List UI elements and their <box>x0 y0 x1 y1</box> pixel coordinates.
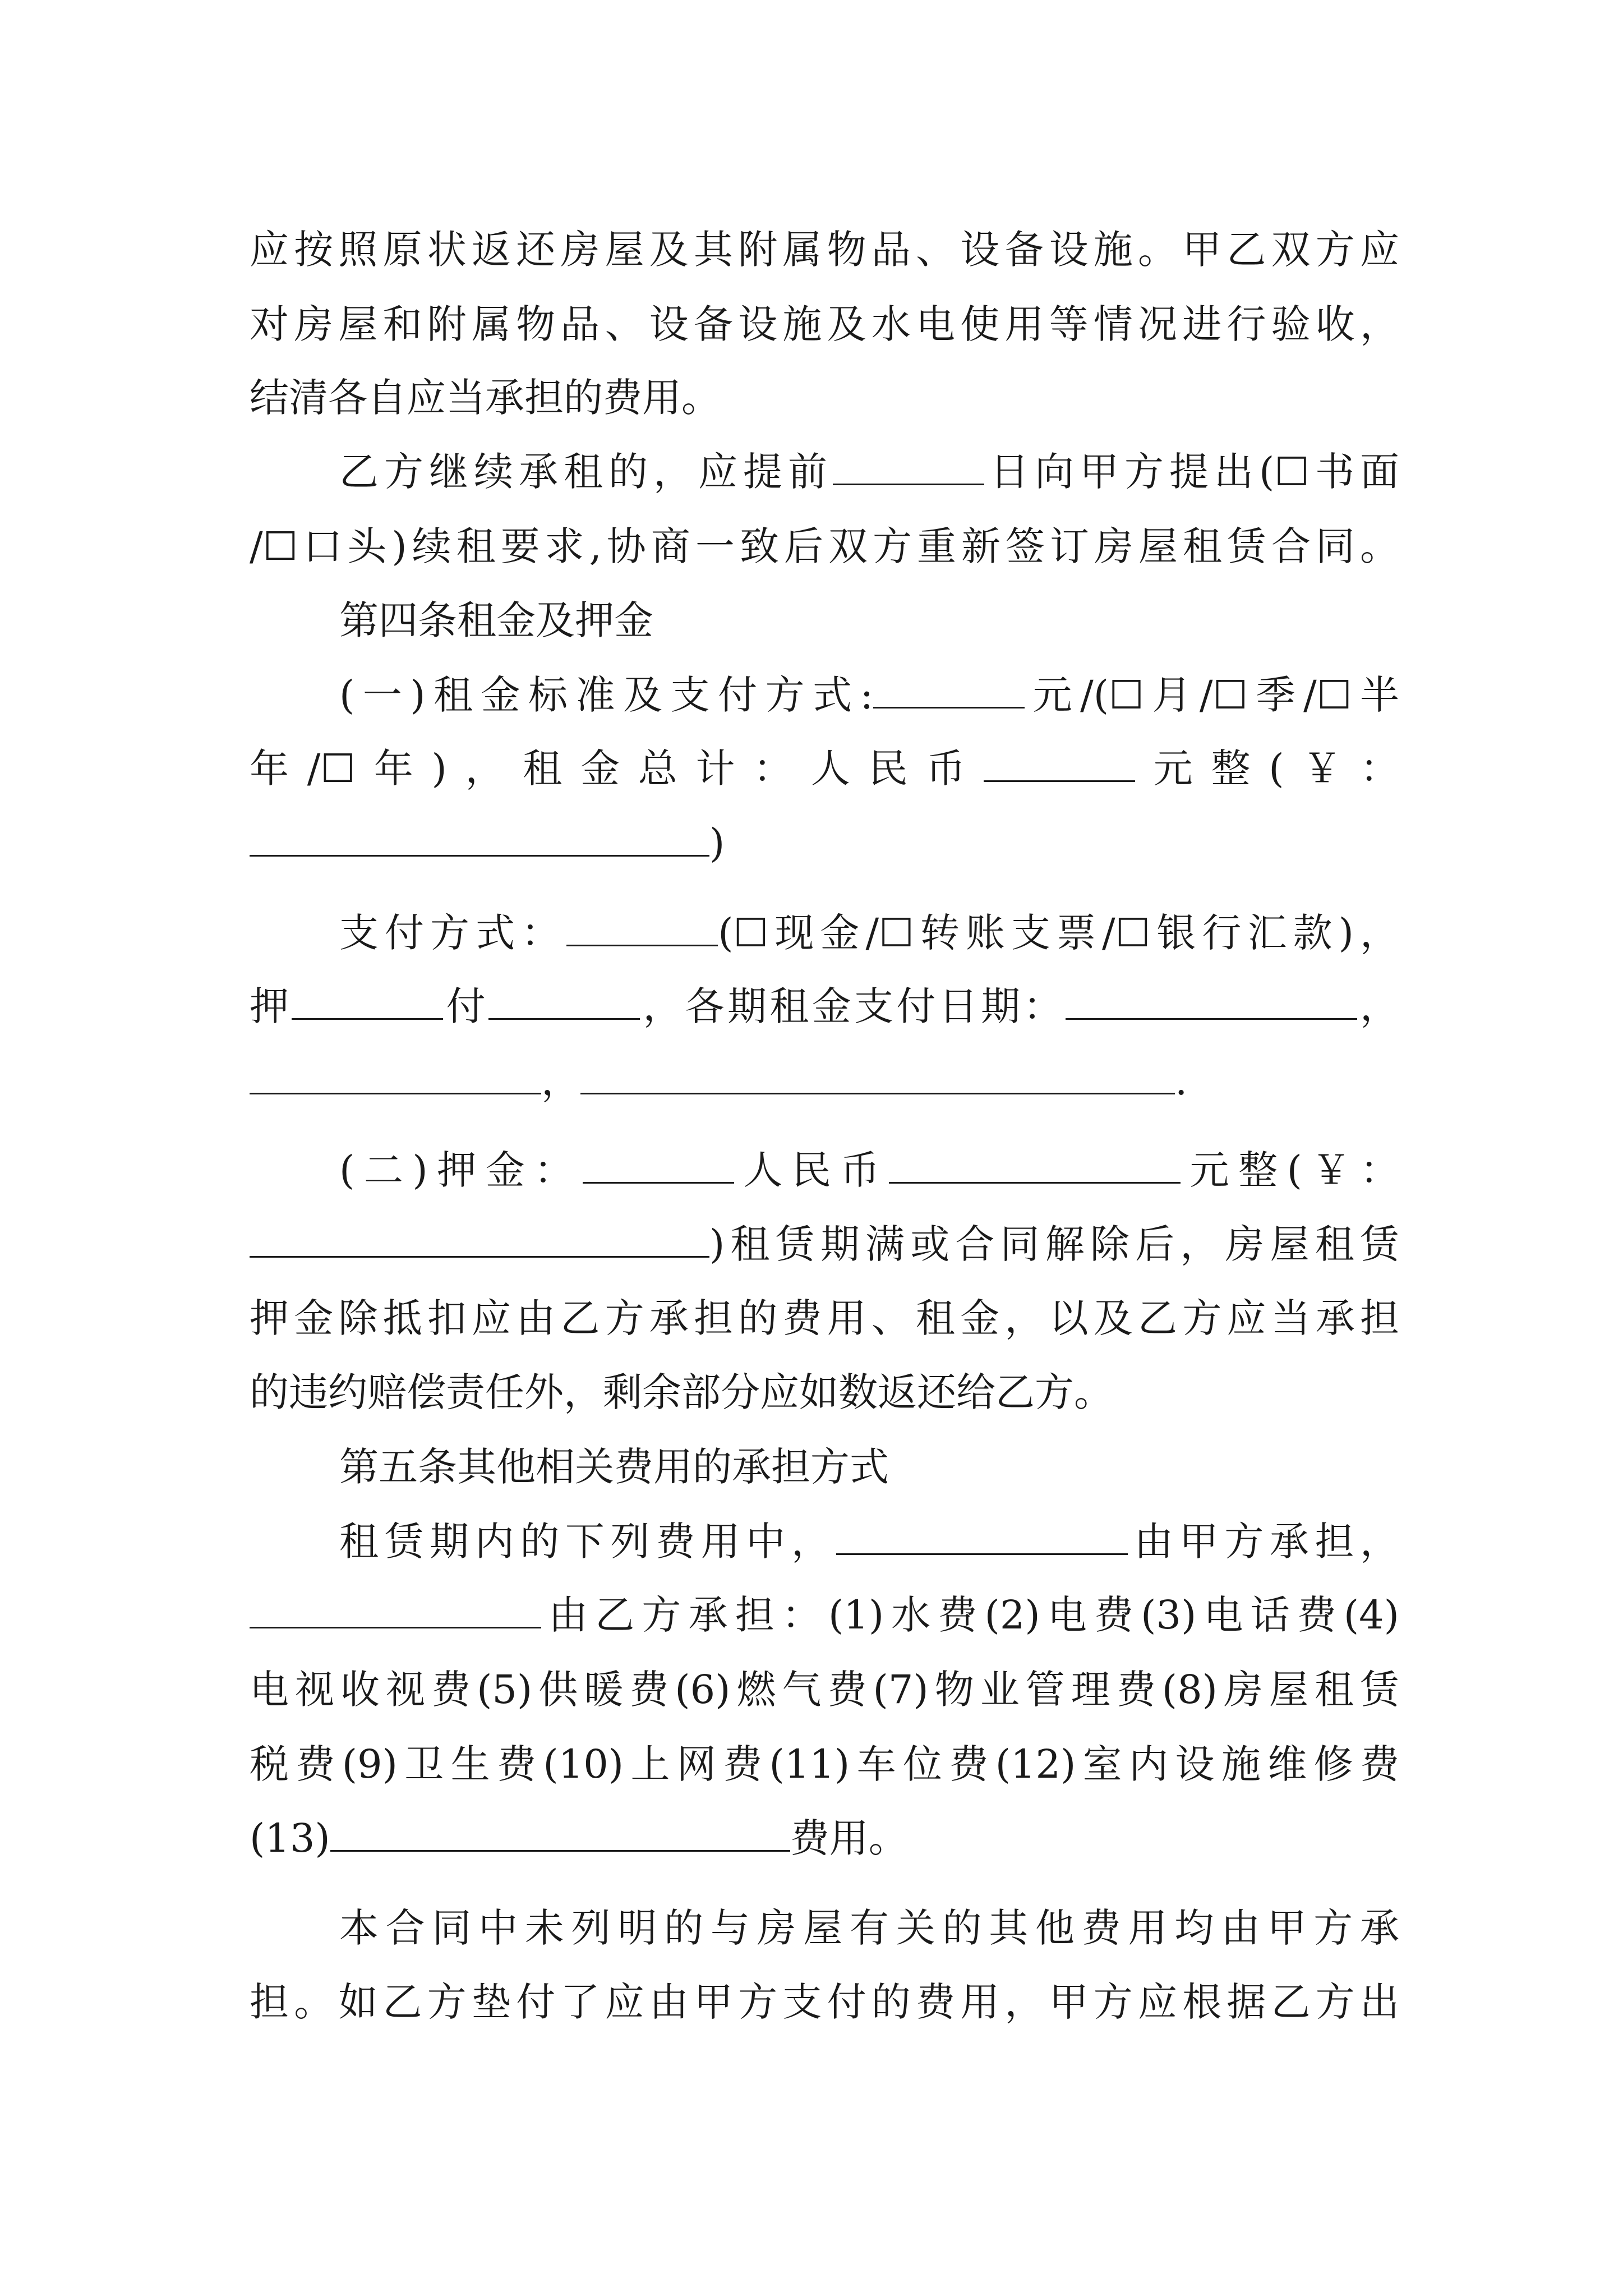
paragraph-line <box>339 1900 1399 1956</box>
blank-field <box>250 1056 541 1094</box>
paragraph-line <box>250 1736 1399 1792</box>
text: ， <box>1357 983 1399 1029</box>
text: ) <box>709 820 725 866</box>
text: . <box>1175 1058 1188 1104</box>
section-heading <box>339 1439 1399 1495</box>
paragraph-line <box>250 1810 1399 1866</box>
blank-field <box>292 981 443 1020</box>
blank-field <box>1066 981 1357 1020</box>
paragraph-line <box>250 1290 1399 1346</box>
text: 租赁期内的下列费用中， <box>339 1519 837 1565</box>
text: 元整(￥： <box>1135 746 1399 792</box>
blank-field <box>250 818 709 857</box>
text: 本合同中未列明的与房屋有关的其他费用均由甲方承 <box>339 1905 1399 1951</box>
paragraph-line <box>250 370 1399 426</box>
blank-field <box>583 1145 734 1184</box>
text: 担。如乙方垫付了应由甲方支付的费用，甲方应根据乙方出 <box>250 1979 1399 2025</box>
blank-field <box>566 908 718 946</box>
text: 人民币 <box>734 1147 889 1193</box>
text: 结清各自应当承担的费用。 <box>250 375 721 421</box>
text: (二)押金： <box>339 1147 583 1193</box>
paragraph-line <box>250 296 1399 352</box>
text: 电视收视费(5)供暖费(6)燃气费(7)物业管理费(8)房屋租赁 <box>250 1667 1399 1713</box>
text: )租赁期满或合同解除后，房屋租赁 <box>709 1221 1399 1267</box>
text: 费用。 <box>790 1815 908 1861</box>
text: (一)租金标准及支付方式: <box>339 672 874 718</box>
paragraph-line <box>250 815 1399 871</box>
blank-field <box>488 981 640 1020</box>
paragraph-line <box>250 740 1399 797</box>
paragraph-line <box>250 1587 1399 1643</box>
paragraph-line <box>339 1142 1399 1198</box>
text: 支付方式： <box>339 910 567 956</box>
text: 由乙方承担：(1)水费(2)电费(3)电话费(4) <box>541 1592 1399 1638</box>
paragraph-line <box>250 1216 1399 1272</box>
text: 应按照原状返还房屋及其附属物品、设备设施。甲乙双方应 <box>250 227 1399 273</box>
text: (☐现金/☐转账支票/☐银行汇款)， <box>718 910 1399 956</box>
text: /☐口头)续租要求,协商一致后双方重新签订房屋租赁合同。 <box>250 523 1399 569</box>
text: 第四条租金及押金 <box>339 597 653 643</box>
text: 年/☐年)，租金总计：人民币 <box>250 746 984 792</box>
paragraph-line <box>250 1364 1399 1420</box>
text: ，各期租金支付日期： <box>640 983 1066 1029</box>
paragraph-line <box>339 667 1399 723</box>
text: 对房屋和附属物品、设备设施及水电使用等情况进行验收， <box>250 301 1399 347</box>
paragraph-line <box>339 1513 1399 1570</box>
blank-field <box>250 1590 541 1628</box>
blank-field <box>580 1056 1175 1094</box>
blank-field <box>250 1219 709 1258</box>
text: 税费(9)卫生费(10)上网费(11)车位费(12)室内设施维修费 <box>250 1741 1399 1787</box>
blank-field <box>330 1813 790 1852</box>
paragraph-line <box>250 222 1399 278</box>
text: 押金除抵扣应由乙方承担的费用、租金，以及乙方应当承担 <box>250 1295 1399 1341</box>
blank-field <box>984 743 1135 782</box>
paragraph-line <box>250 978 1399 1034</box>
blank-field <box>833 447 984 485</box>
paragraph-line <box>250 1974 1399 2030</box>
text: 的违约赔偿责任外，剩余部分应如数返还给乙方。 <box>250 1369 1113 1415</box>
text: ， <box>541 1058 580 1104</box>
text: 元整(￥： <box>1181 1147 1399 1193</box>
text: 第五条其他相关费用的承担方式 <box>339 1444 889 1490</box>
section-heading <box>339 592 1399 648</box>
text: 付 <box>443 983 489 1029</box>
blank-field <box>873 670 1025 708</box>
paragraph-line <box>250 1662 1399 1718</box>
text: (13) <box>250 1815 330 1861</box>
text: 元/(☐月/☐季/☐半 <box>1025 672 1399 718</box>
paragraph-line <box>339 444 1399 500</box>
paragraph-line <box>339 905 1399 961</box>
blank-field <box>836 1516 1128 1555</box>
paragraph-line <box>250 518 1399 574</box>
text: 由甲方承担， <box>1128 1519 1399 1565</box>
blank-field <box>889 1145 1181 1184</box>
text: 押 <box>250 983 292 1029</box>
text: 日向甲方提出(☐书面 <box>984 449 1399 495</box>
paragraph-line <box>250 1053 1399 1109</box>
text: 乙方继续承租的，应提前 <box>339 449 833 495</box>
